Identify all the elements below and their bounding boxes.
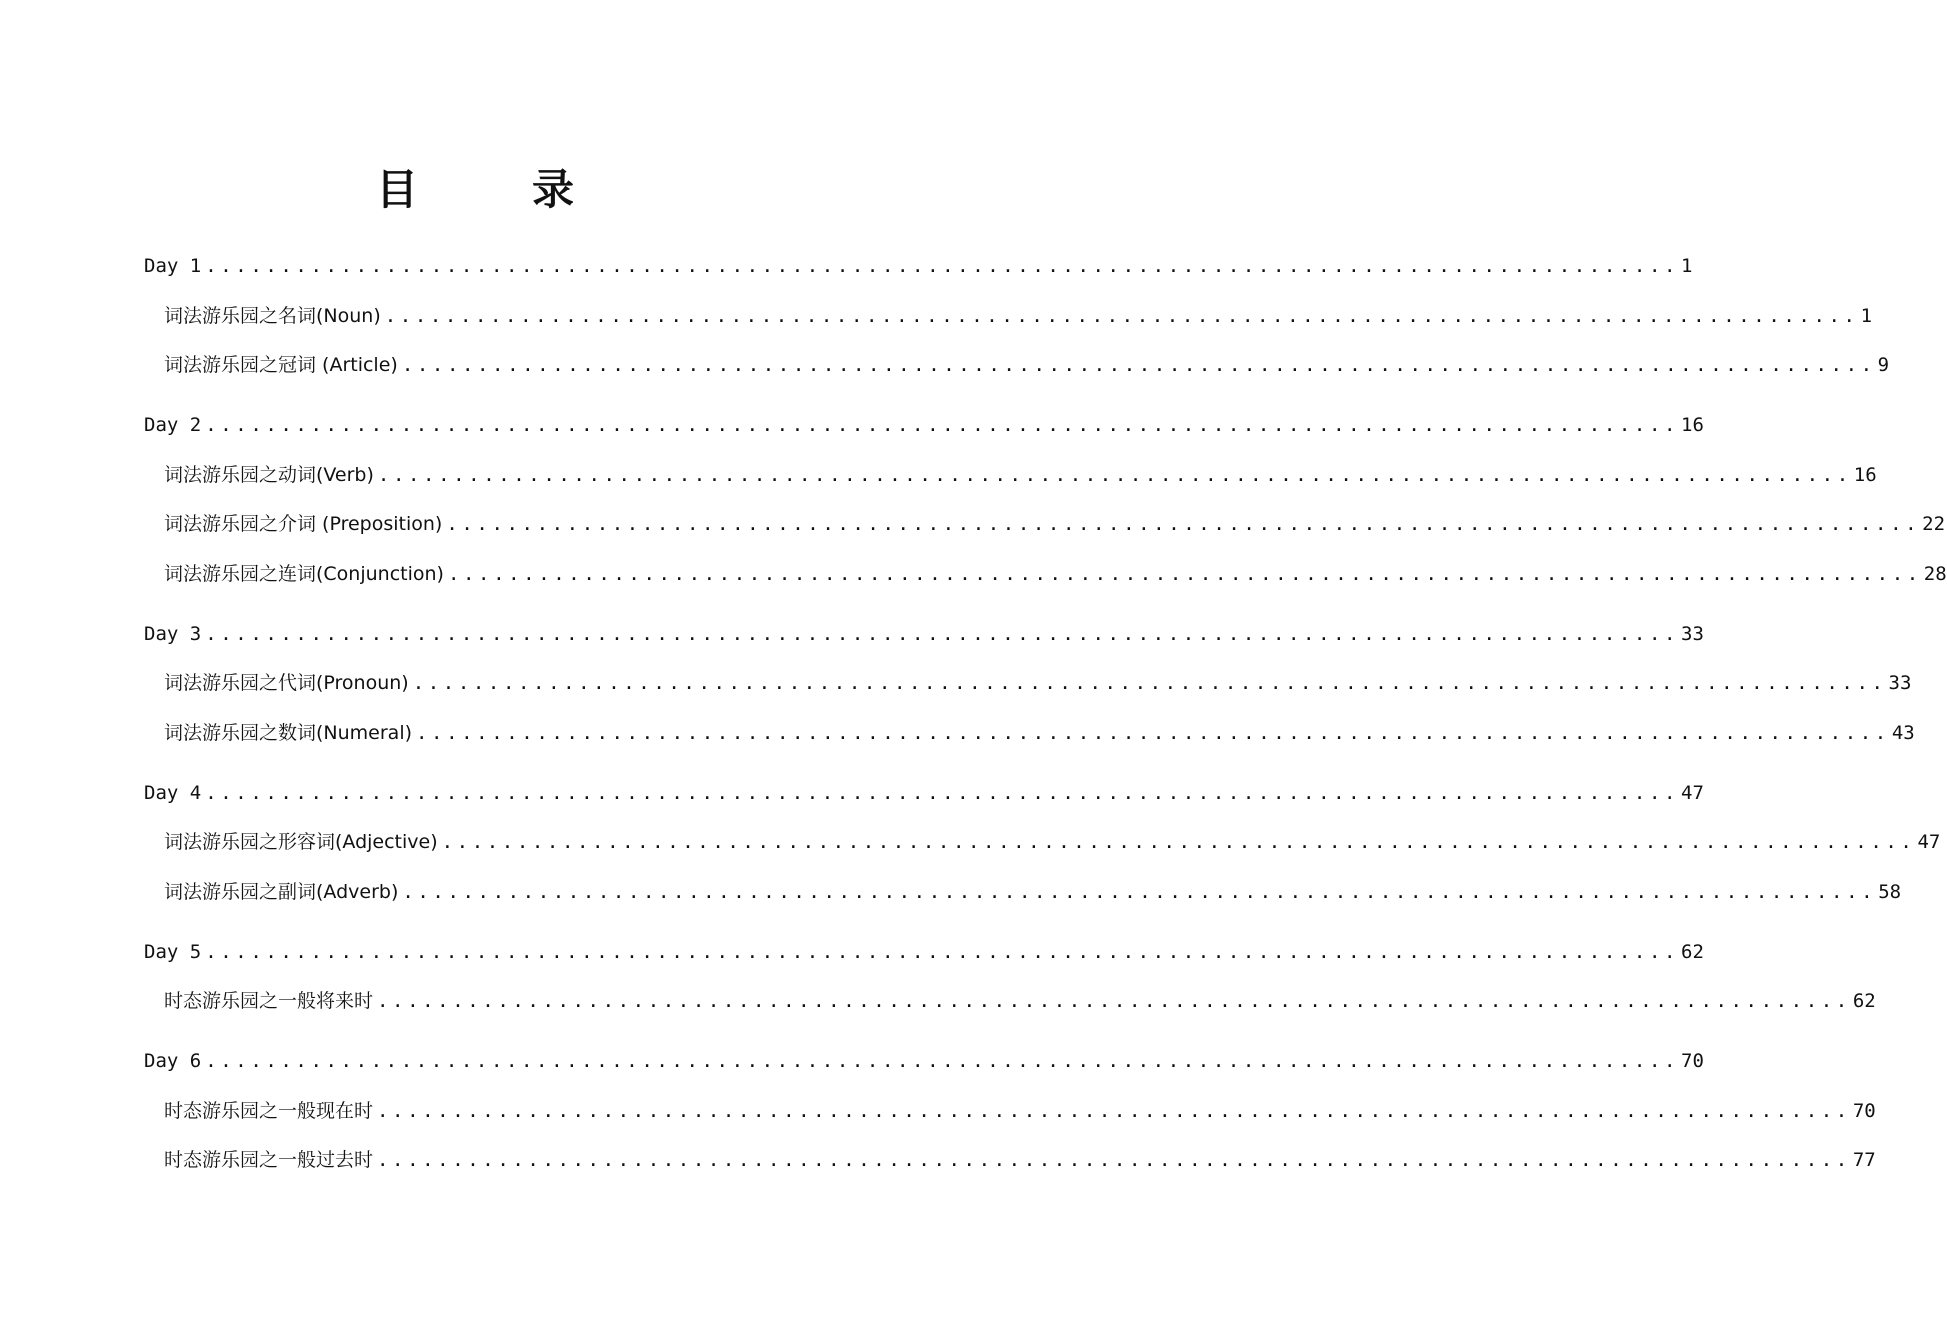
- dot-leader: ..................................................................................................: [205, 623, 1680, 645]
- dot-leader: ..................................................................................................: [205, 941, 1680, 963]
- dot-leader: ..................................................................................................: [377, 1100, 1851, 1122]
- dot-leader: ..................................................................................................: [205, 1050, 1680, 1072]
- page-title: 目 录: [375, 165, 610, 214]
- toc-page-number: 9: [1877, 354, 1890, 376]
- toc-entry-label: Day 3: [144, 623, 202, 645]
- toc-entry-article[interactable]: [164, 350, 1890, 380]
- toc-entry-verb[interactable]: [164, 460, 1877, 490]
- toc-entry-label: Day 4: [144, 782, 202, 804]
- toc-page-number: 70: [1852, 1100, 1876, 1122]
- toc-page-number: 28: [1923, 563, 1947, 585]
- toc-day-2[interactable]: [144, 410, 1704, 440]
- dot-leader: ..................................................................................................: [377, 990, 1851, 1012]
- toc-page-number: 47: [1917, 831, 1941, 853]
- toc-page-number: 62: [1681, 941, 1704, 963]
- toc-page-number: 58: [1878, 881, 1902, 903]
- toc-day-4[interactable]: [144, 778, 1704, 808]
- toc-entry-adverb[interactable]: [164, 877, 1902, 907]
- toc-entry-conjunction[interactable]: [164, 559, 1947, 589]
- toc-day-1[interactable]: [144, 251, 1693, 281]
- dot-leader: ..................................................................................................: [441, 831, 1916, 853]
- toc-entry-label: 时态游乐园之一般现在时: [164, 1100, 374, 1122]
- toc-page-number: 77: [1852, 1149, 1876, 1171]
- toc-entry-label: 词法游乐园之连词(Conjunction): [164, 563, 444, 585]
- dot-leader: ..................................................................................................: [377, 464, 1852, 486]
- toc-entry-label: Day 1: [144, 255, 202, 277]
- toc-page-number: 22: [1922, 513, 1946, 535]
- toc-entry-label: 词法游乐园之数词(Numeral): [164, 722, 413, 744]
- toc-entry-adjective[interactable]: [164, 827, 1941, 857]
- toc-entry-label: 词法游乐园之形容词(Adjective): [164, 831, 438, 853]
- dot-leader: ..................................................................................................: [205, 255, 1680, 277]
- toc-entry-numeral[interactable]: [164, 718, 1915, 748]
- dot-leader: ..................................................................................................: [447, 563, 1922, 585]
- toc-page-number: 33: [1888, 672, 1912, 694]
- toc-page-number: 1: [1860, 305, 1873, 327]
- toc-entry-preposition[interactable]: [164, 509, 1946, 539]
- toc-entry-future-simple[interactable]: [164, 986, 1876, 1016]
- dot-leader: ..................................................................................................: [412, 672, 1887, 694]
- toc-entry-label: 词法游乐园之介词 (Preposition): [164, 513, 443, 535]
- toc-page-number: 1: [1681, 255, 1693, 277]
- toc-entry-label: 词法游乐园之冠词 (Article): [164, 354, 398, 376]
- toc-page-number: 33: [1681, 623, 1704, 645]
- toc-day-3[interactable]: [144, 619, 1704, 649]
- toc-page-number: 47: [1681, 782, 1704, 804]
- toc-day-6[interactable]: [144, 1046, 1704, 1076]
- toc-day-5[interactable]: [144, 937, 1704, 967]
- toc-entry-label: Day 6: [144, 1050, 202, 1072]
- dot-leader: ..................................................................................................: [377, 1149, 1851, 1171]
- toc-entry-label: 词法游乐园之副词(Adverb): [164, 881, 399, 903]
- toc-entry-present-simple[interactable]: [164, 1096, 1876, 1126]
- toc-entry-label: 时态游乐园之一般过去时: [164, 1149, 374, 1171]
- toc-page-number: 43: [1891, 722, 1915, 744]
- toc-entry-label: 词法游乐园之名词(Noun): [164, 305, 381, 327]
- dot-leader: ..................................................................................................: [205, 414, 1680, 436]
- dot-leader: ..................................................................................................: [384, 305, 1859, 327]
- dot-leader: ..................................................................................................: [401, 354, 1876, 376]
- toc-entry-past-simple[interactable]: [164, 1145, 1876, 1175]
- toc-page-number: 70: [1681, 1050, 1704, 1072]
- dot-leader: ..................................................................................................: [205, 782, 1680, 804]
- toc-page-number: 16: [1853, 464, 1877, 486]
- toc-page-number: 62: [1852, 990, 1876, 1012]
- dot-leader: ..................................................................................................: [446, 513, 1921, 535]
- toc-entry-pronoun[interactable]: [164, 668, 1912, 698]
- toc-entry-label: Day 5: [144, 941, 202, 963]
- toc-entry-label: 词法游乐园之动词(Verb): [164, 464, 374, 486]
- toc-entry-label: Day 2: [144, 414, 202, 436]
- dot-leader: ..................................................................................................: [402, 881, 1877, 903]
- toc-page-number: 16: [1681, 414, 1704, 436]
- toc-entry-label: 时态游乐园之一般将来时: [164, 990, 374, 1012]
- toc-entry-noun[interactable]: [164, 301, 1873, 331]
- dot-leader: ..................................................................................................: [416, 722, 1890, 744]
- toc-entry-label: 词法游乐园之代词(Pronoun): [164, 672, 409, 694]
